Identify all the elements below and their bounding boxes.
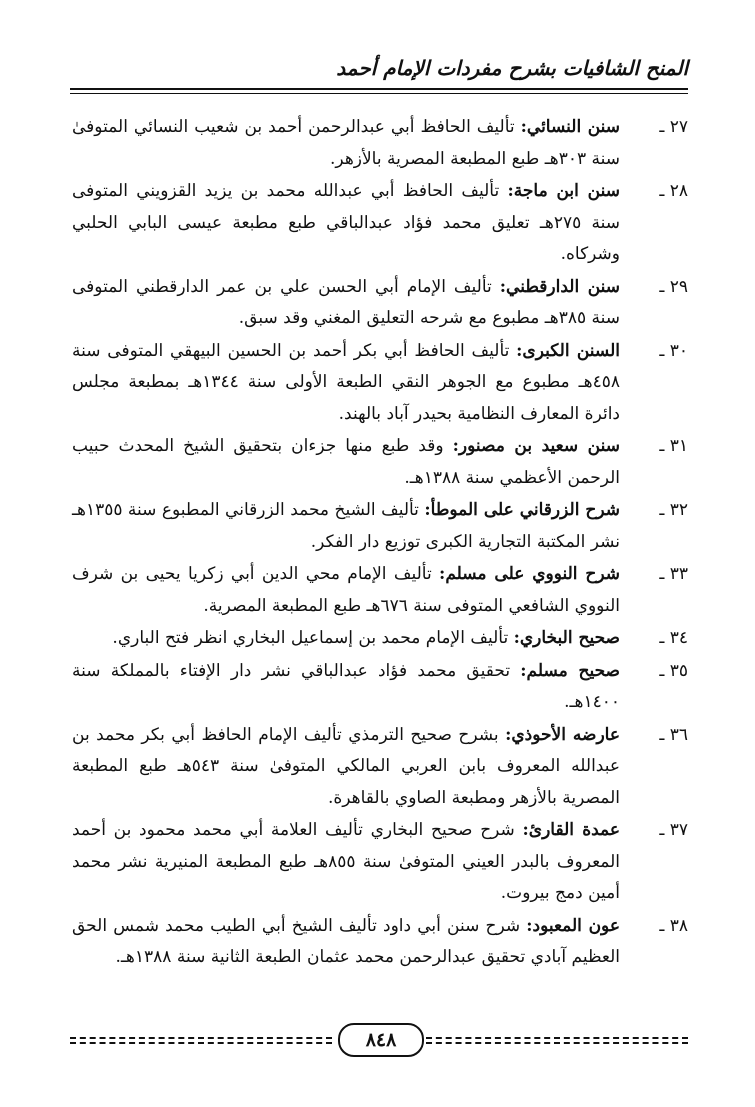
entry-text: تأليف الحافظ أبي عبدالرحمن أحمد بن شعيب النسائي المتوفىٰ سنة ٣٠٣هـ طبع المطبعة المصرية بالأزهر. (72, 117, 620, 169)
reference-entry (72, 272, 688, 335)
reference-list (72, 112, 688, 975)
entry-text: شرح سنن أبي داود تأليف الشيخ أبي الطيب محمد شمس الحق العظيم آبادي تحقيق عبدالرحمن محمد عثمان الطبعة الثانية سنة ١٣٨٨هـ. (72, 915, 620, 967)
page-header (70, 52, 688, 92)
entry-number: ٢٧ ـ (640, 112, 688, 144)
header-rule-thick (70, 88, 688, 90)
entry-number: ٣٧ ـ (640, 815, 688, 847)
footer-dashes-left (70, 1037, 332, 1039)
reference-entry (72, 495, 688, 558)
reference-entry (72, 623, 688, 655)
footer-dashes-right (426, 1037, 688, 1039)
reference-entry (72, 176, 688, 271)
entry-text: تأليف الشيخ محمد الزرقاني المطبوع سنة ١٣٥٥هـ نشر المكتبة التجارية الكبرى توزيع دار الفكر. (72, 500, 620, 552)
entry-number: ٣٤ ـ (640, 623, 688, 655)
entry-number: ٣١ ـ (640, 431, 688, 463)
entry-number: ٢٨ ـ (640, 176, 688, 208)
entry-title: عارضه الأحوذي: (505, 724, 620, 745)
entry-title: سنن سعيد بن مصنور: (452, 436, 620, 456)
entry-title: سنن الدارقطني: (499, 276, 621, 297)
entry-title: السنن الكبرى: (516, 340, 620, 361)
reference-entry (72, 559, 688, 622)
entry-text: بشرح صحيح الترمذي تأليف الإمام الحافظ أبي بكر محمد بن عبدالله المعروف بابن العربي المالكي المتوفىٰ سنة ٥٤٣هـ طبع المطبعة المصرية بالأزهر ومطبعة الصاوي بالقاهرة. (72, 724, 620, 808)
entry-number: ٣٠ ـ (640, 336, 688, 368)
entry-title: شرح النووي على مسلم: (439, 564, 620, 584)
running-title: المنح الشافيات بشرح مفردات الإمام أحمد (336, 56, 688, 80)
entry-number: ٢٩ ـ (640, 272, 688, 304)
entry-text: تأليف الإمام أبي الحسن علي بن عمر الدارقطني المتوفى سنة ٣٨٥هـ مطبوع مع شرحه التعليق المغني وقد سبق. (72, 276, 620, 328)
reference-entry (72, 336, 688, 431)
header-rule-thin (70, 93, 688, 94)
entry-text: شرح صحيح البخاري تأليف العلامة أبي محمد محمود بن أحمد المعروف بالبدر العيني المتوفىٰ سنة ٨٥٥هـ طبع المطبعة المنيرية نشر محمد أمين دمج بيروت. (72, 820, 621, 903)
entry-number: ٣٦ ـ (640, 720, 688, 752)
page-footer (70, 1018, 688, 1058)
entry-title: شرح الزرقاني على الموطأ: (424, 500, 620, 520)
entry-text: تأليف الحافظ أبي بكر أحمد بن الحسين البيهقي المتوفى سنة ٤٥٨هـ مطبوع مع الجوهر النقي الطبعة الأولى سنة ١٣٤٤هـ بمطبعة مجلس دائرة المعارف النظامية بحيدر آباد بالهند. (72, 340, 620, 424)
entry-number: ٣٣ ـ (640, 559, 688, 591)
reference-entry (72, 656, 688, 719)
entry-title: سنن النسائي: (520, 117, 621, 137)
footer-dashes-right-lower (426, 1042, 688, 1044)
footer-dashes-left-lower (70, 1042, 332, 1044)
reference-entry (72, 911, 688, 974)
entry-text: وقد طبع منها جزءان بتحقيق الشيخ المحدث حبيب الرحمن الأعظمي سنة ١٣٨٨هـ. (72, 436, 620, 488)
entry-title: عمدة القارئ: (522, 820, 620, 840)
page-number: ٨٤٨ (338, 1023, 424, 1057)
entry-title: سنن ابن ماجة: (507, 181, 620, 201)
entry-text: تأليف الإمام محي الدين أبي زكريا يحيى بن شرف النووي الشافعي المتوفى سنة ٦٧٦هـ طبع المطبعة المصرية. (72, 564, 620, 616)
reference-entry (72, 815, 688, 910)
reference-entry (72, 720, 688, 815)
entry-number: ٣٨ ـ (640, 911, 688, 943)
entry-title: صحيح البخاري: (513, 628, 620, 648)
entry-number: ٣٢ ـ (640, 495, 688, 527)
entry-number: ٣٥ ـ (640, 656, 688, 688)
reference-entry (72, 431, 688, 494)
entry-text: تأليف الحافظ أبي عبدالله محمد بن يزيد القزويني المتوفى سنة ٢٧٥هـ تعليق محمد فؤاد عبدالباقي طبع مطبعة عيسى البابي الحلبي وشركاه. (72, 181, 620, 264)
entry-title: صحيح مسلم: (520, 660, 620, 681)
entry-title: عون المعبود: (526, 915, 620, 936)
entry-text: تأليف الإمام محمد بن إسماعيل البخاري انظر فتح الباري. (112, 628, 514, 648)
reference-entry (72, 112, 688, 175)
entry-text: تحقيق محمد فؤاد عبدالباقي نشر دار الإفتاء بالمملكة سنة ١٤٠٠هـ. (72, 660, 620, 712)
